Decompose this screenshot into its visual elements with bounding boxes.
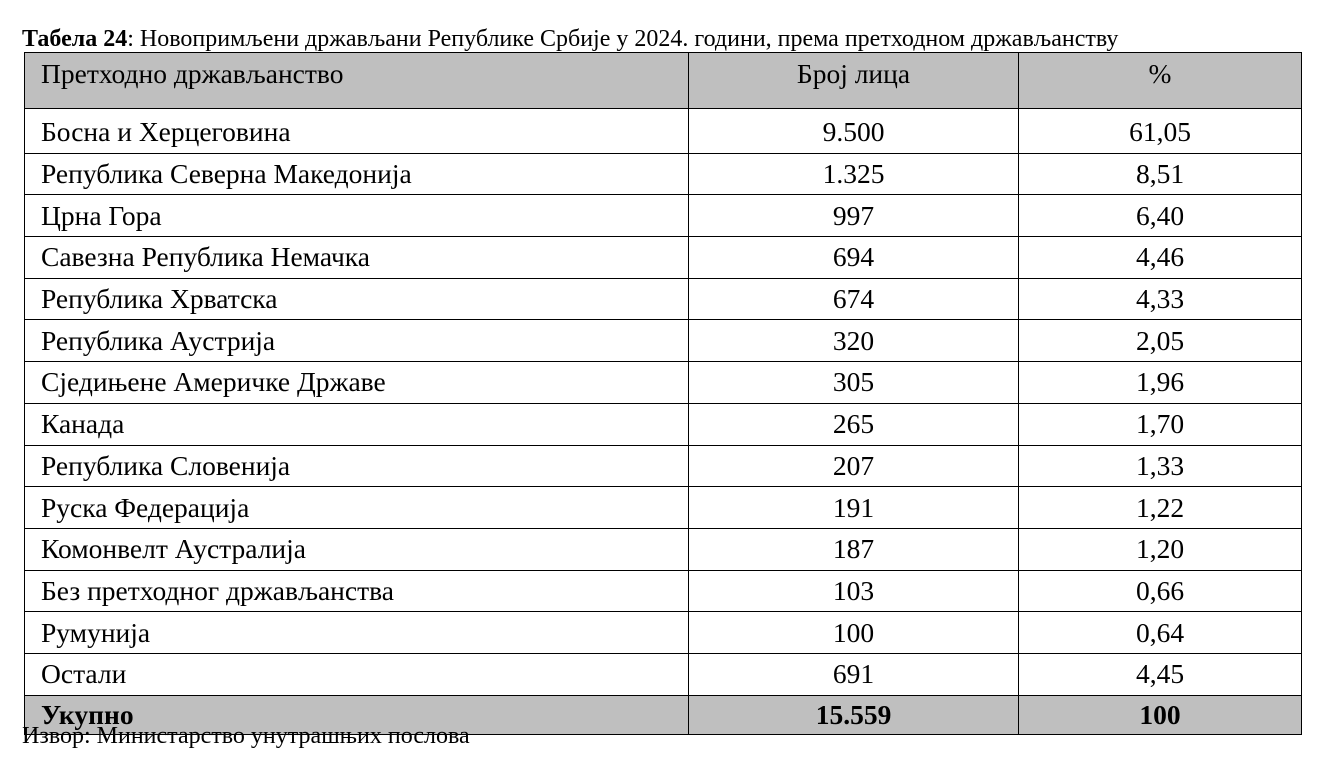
cell-country: Комонвелт Аустралија (25, 528, 689, 570)
cell-country: Сједињене Америчке Државе (25, 362, 689, 404)
cell-count: 305 (689, 362, 1019, 404)
cell-country: Босна и Херцеговина (25, 109, 689, 154)
cell-country: Без претходног држављанства (25, 570, 689, 612)
cell-percent: 4,46 (1019, 237, 1302, 279)
table-row (25, 153, 1302, 195)
cell-percent: 0,66 (1019, 570, 1302, 612)
table-row (25, 653, 1302, 695)
cell-country: Савезна Република Немачка (25, 237, 689, 279)
cell-percent: 2,05 (1019, 320, 1302, 362)
table-caption-text: : Новопримљени држављани Републике Србије у 2024. години, према претходном држављанству (127, 26, 1119, 52)
table-row (25, 403, 1302, 445)
table-row (25, 320, 1302, 362)
table-caption (22, 24, 1118, 54)
cell-percent: 1,22 (1019, 487, 1302, 529)
cell-count: 265 (689, 403, 1019, 445)
table-row (25, 278, 1302, 320)
cell-country: Канада (25, 403, 689, 445)
cell-count: 997 (689, 195, 1019, 237)
cell-count: 9.500 (689, 109, 1019, 154)
cell-percent: 1,96 (1019, 362, 1302, 404)
cell-country: Република Словенија (25, 445, 689, 487)
table-row (25, 487, 1302, 529)
cell-percent: 1,70 (1019, 403, 1302, 445)
table-row (25, 237, 1302, 279)
header-previous-citizenship: Претходно држављанство (25, 53, 689, 109)
header-number-of-persons: Број лица (689, 53, 1019, 109)
table-row (25, 109, 1302, 154)
cell-country: Руска Федерација (25, 487, 689, 529)
cell-country: Црна Гора (25, 195, 689, 237)
table-row (25, 195, 1302, 237)
cell-count: 191 (689, 487, 1019, 529)
cell-country: Република Аустрија (25, 320, 689, 362)
table-header (25, 53, 1302, 109)
cell-percent: 61,05 (1019, 109, 1302, 154)
table-row (25, 362, 1302, 404)
header-row (25, 53, 1302, 109)
cell-country: Румунија (25, 612, 689, 654)
cell-count: 100 (689, 612, 1019, 654)
header-percent: % (1019, 53, 1302, 109)
cell-country: Република Хрватска (25, 278, 689, 320)
cell-country: Република Северна Македонија (25, 153, 689, 195)
cell-count: 103 (689, 570, 1019, 612)
source-note: Извор: Министарство унутрашњих послова (22, 723, 470, 749)
cell-count: 320 (689, 320, 1019, 362)
table-row (25, 528, 1302, 570)
cell-count: 691 (689, 653, 1019, 695)
cell-percent: 0,64 (1019, 612, 1302, 654)
total-count: 15.559 (689, 695, 1019, 734)
cell-count: 1.325 (689, 153, 1019, 195)
cell-percent: 8,51 (1019, 153, 1302, 195)
table-row (25, 612, 1302, 654)
table-row (25, 570, 1302, 612)
total-percent: 100 (1019, 695, 1302, 734)
cell-percent: 1,20 (1019, 528, 1302, 570)
cell-country: Остали (25, 653, 689, 695)
table-caption-label: Табела 24 (22, 26, 128, 52)
total-label: Укупно (25, 695, 689, 734)
cell-count: 674 (689, 278, 1019, 320)
citizenship-table (24, 52, 1302, 735)
table-row (25, 445, 1302, 487)
cell-percent: 4,33 (1019, 278, 1302, 320)
cell-percent: 6,40 (1019, 195, 1302, 237)
cell-count: 694 (689, 237, 1019, 279)
cell-count: 207 (689, 445, 1019, 487)
table-body (25, 109, 1302, 696)
cell-count: 187 (689, 528, 1019, 570)
cell-percent: 4,45 (1019, 653, 1302, 695)
cell-percent: 1,33 (1019, 445, 1302, 487)
